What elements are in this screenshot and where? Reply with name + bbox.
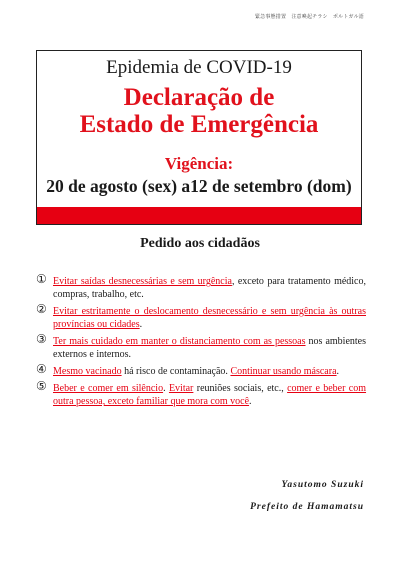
list-item (36, 302, 366, 331)
list-item (36, 272, 367, 301)
item-highlight: Ter mais cuidado em manter o distanciamento com as pessoas (53, 336, 306, 347)
request-list (36, 272, 367, 412)
header-box (36, 50, 362, 225)
item-number: ② (36, 302, 47, 316)
item-number: ① (36, 272, 47, 286)
item-highlight: Evitar estritamente o deslocamento desnecessário e sem urgência às outras províncias ou cidades (53, 306, 366, 330)
item-text: , exceto para tratamento médico, compras, trabalho, etc. (53, 276, 367, 300)
item-highlight: Evitar saídas desnecessárias e sem urgência (53, 276, 232, 287)
item-highlight: Mesmo vacinado (53, 366, 122, 377)
validity-dates: 20 de agosto (sex) a12 de setembro (dom) (46, 176, 352, 196)
item-text: . (336, 366, 340, 377)
header-subtitle: Epidemia de COVID-19 (106, 57, 292, 78)
title-line-2: Estado de Emergência (79, 111, 319, 138)
list-item (36, 379, 367, 408)
item-text: há risco de contaminação. (121, 366, 231, 377)
signature-name: Yasutomo Suzuki (281, 480, 364, 490)
signature-role: Prefeito de Hamamatsu (250, 502, 364, 512)
validity-label: Vigência: (164, 154, 234, 173)
item-number: ⑤ (36, 379, 47, 393)
title-line-1: Declaração de (123, 84, 275, 111)
item-number: ③ (36, 332, 47, 346)
list-item (36, 332, 367, 361)
item-text: . (249, 396, 252, 407)
item-highlight: Continuar usando máscara (230, 366, 337, 377)
item-highlight: comer e beber com outra pessoa, exceto familiar que mora com você (53, 383, 367, 407)
item-text: . (139, 319, 143, 330)
item-number: ④ (36, 362, 47, 376)
item-text: reuniões sociais, etc., (193, 383, 288, 394)
item-highlight: Beber e comer em silêncio (53, 383, 164, 394)
red-bar (37, 207, 361, 224)
request-title: Pedido aos cidadãos (140, 236, 260, 251)
item-highlight: Evitar (168, 383, 194, 394)
list-item (36, 362, 366, 378)
declaration-title (37, 84, 361, 138)
top-note: 緊急事態措置 注意喚起チラシ ポルトガル語 (254, 14, 364, 20)
item-text: nos ambientes externos e internos. (53, 336, 367, 360)
item-text: . (163, 383, 169, 394)
